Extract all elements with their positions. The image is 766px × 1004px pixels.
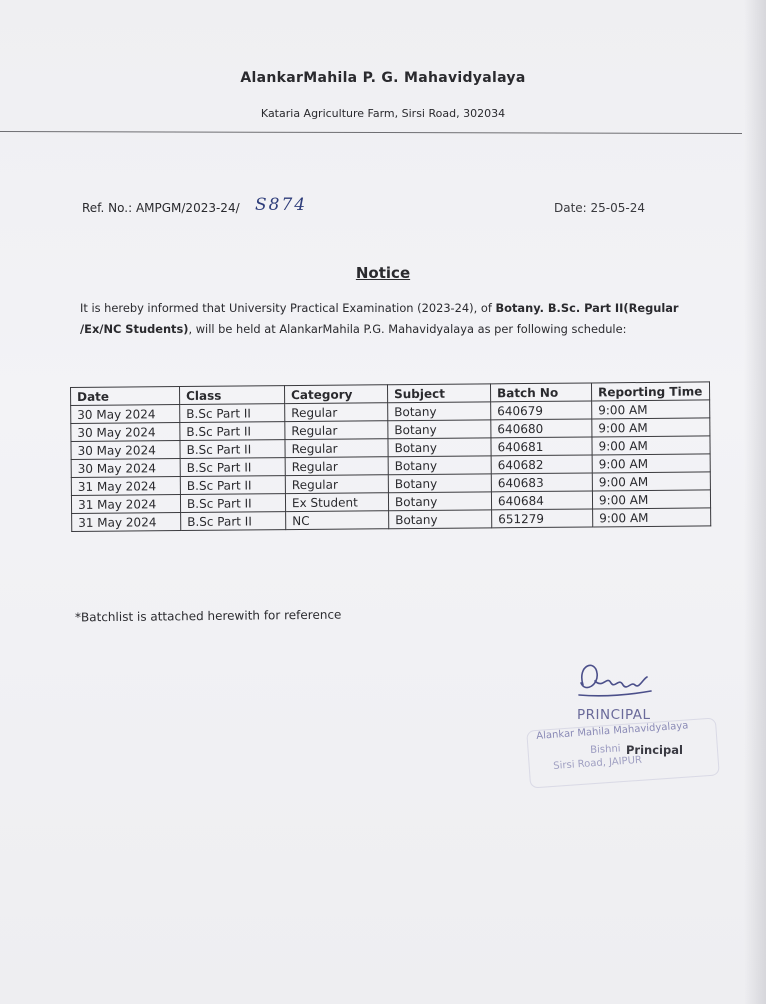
cell-category: Regular <box>285 439 388 458</box>
cell-date: 30 May 2024 <box>71 405 180 424</box>
stamp-location: Bishni <box>590 743 621 756</box>
cell-category: Regular <box>285 403 388 422</box>
cell-subject: Botany <box>389 510 492 529</box>
principal-title: Principal <box>626 743 683 757</box>
stamp-college-name: Alankar Mahila Mahavidyalaya <box>536 720 689 742</box>
college-name: AlankarMahila P. G. Mahavidyalaya <box>240 70 526 86</box>
cell-category: Ex Student <box>285 493 388 512</box>
cell-batch-no: 640683 <box>491 473 592 492</box>
cell-reporting-time: 9:00 AM <box>592 436 710 455</box>
cell-class: B.Sc Part II <box>180 458 285 477</box>
cell-subject: Botany <box>388 438 491 457</box>
batchlist-footnote: *Batchlist is attached herewith for reference <box>74 607 342 625</box>
cell-class: B.Sc Part II <box>180 494 285 513</box>
cell-subject: Botany <box>388 492 491 511</box>
header-reporting-time: Reporting Time <box>591 382 709 401</box>
cell-date: 30 May 2024 <box>71 459 180 478</box>
reference-number: Ref. No.: AMPGM/2023-24/ <box>82 201 240 215</box>
header-batch-no: Batch No <box>490 383 591 402</box>
principal-signature <box>573 655 653 705</box>
cell-reporting-time: 9:00 AM <box>592 454 710 473</box>
cell-subject: Botany <box>388 474 491 493</box>
cell-category: Regular <box>285 421 388 440</box>
cell-batch-no: 640682 <box>491 455 592 474</box>
cell-class: B.Sc Part II <box>180 440 285 459</box>
header-subject: Subject <box>387 384 490 403</box>
header-class: Class <box>180 386 285 405</box>
header-category: Category <box>284 385 387 404</box>
cell-reporting-time: 9:00 AM <box>592 418 710 437</box>
cell-reporting-time: 9:00 AM <box>592 490 710 509</box>
notice-intro <box>80 298 690 340</box>
notice-date: Date: 25-05-24 <box>554 201 646 215</box>
cell-class: B.Sc Part II <box>181 512 286 531</box>
cell-date: 30 May 2024 <box>71 441 180 460</box>
intro-text-1: It is hereby informed that University Practical Examination (2023-24), of <box>80 301 496 315</box>
cell-batch-no: 640681 <box>491 437 592 456</box>
handwritten-reference-number: S874 <box>255 195 308 215</box>
cell-reporting-time: 9:00 AM <box>592 400 710 419</box>
cell-subject: Botany <box>388 456 491 475</box>
cell-category: Regular <box>285 457 388 476</box>
cell-batch-no: 640684 <box>491 491 592 510</box>
page-edge-shadow <box>744 0 766 1004</box>
cell-class: B.Sc Part II <box>180 404 285 423</box>
header-divider <box>0 131 742 134</box>
cell-category: Regular <box>285 475 388 494</box>
header-date: Date <box>71 387 180 406</box>
cell-date: 30 May 2024 <box>71 423 180 442</box>
cell-subject: Botany <box>388 402 491 421</box>
cell-class: B.Sc Part II <box>180 422 285 441</box>
cell-reporting-time: 9:00 AM <box>593 508 711 527</box>
cell-category: NC <box>286 511 389 530</box>
college-address: Kataria Agriculture Farm, Sirsi Road, 302034 <box>260 107 506 120</box>
schedule-table <box>70 381 711 532</box>
cell-batch-no: 640680 <box>491 419 592 438</box>
cell-date: 31 May 2024 <box>71 477 180 496</box>
intro-bold-text: Botany. B.Sc. Part II(Regular /Ex/NC Students) <box>80 301 679 336</box>
cell-date: 31 May 2024 <box>72 513 181 532</box>
notice-title: Notice <box>355 264 411 282</box>
cell-date: 31 May 2024 <box>71 495 180 514</box>
principal-stamp: PRINCIPAL <box>577 707 651 723</box>
cell-class: B.Sc Part II <box>180 476 285 495</box>
stamp-address: Sirsi Road, JAIPUR <box>553 754 643 772</box>
cell-subject: Botany <box>388 420 491 439</box>
intro-text-2: , will be held at AlankarMahila P.G. Mahavidyalaya as per following schedule: <box>188 322 627 336</box>
cell-batch-no: 640679 <box>491 401 592 420</box>
cell-batch-no: 651279 <box>492 509 593 528</box>
cell-reporting-time: 9:00 AM <box>592 472 710 491</box>
